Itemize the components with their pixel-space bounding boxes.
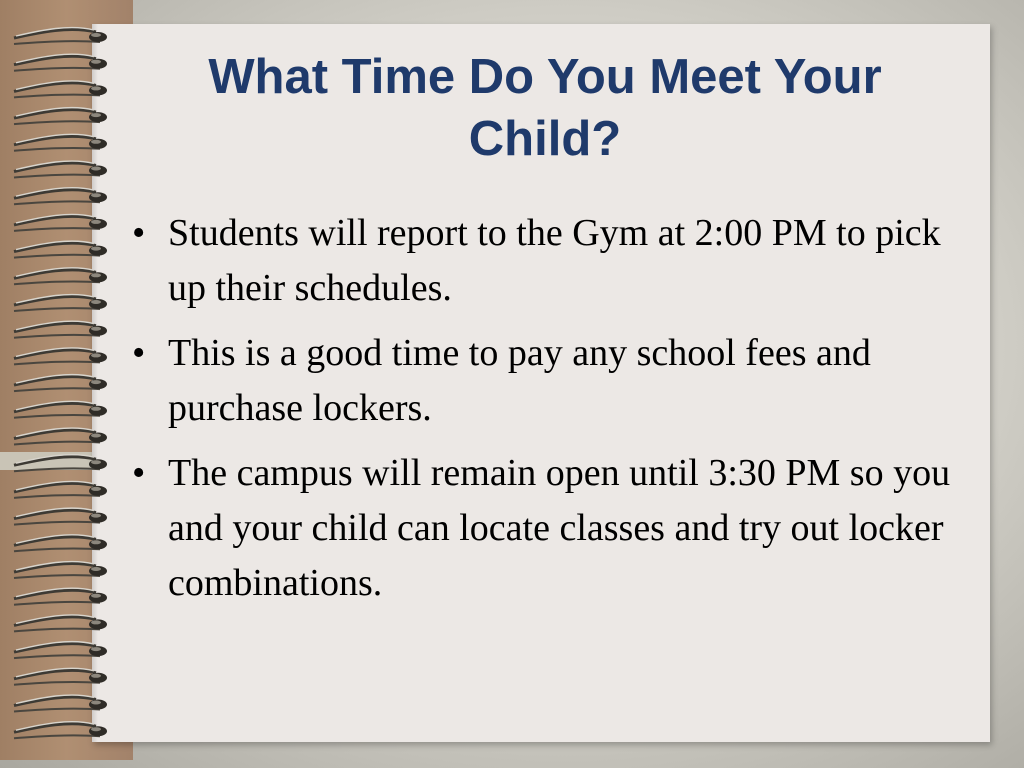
spiral-ring	[14, 134, 107, 150]
spiral-ring	[14, 188, 107, 204]
spiral-ring	[14, 668, 107, 684]
spiral-ring	[14, 295, 107, 311]
spiral-ring	[14, 81, 107, 97]
bullet-marker: •	[132, 452, 146, 494]
spiral-ring	[14, 508, 107, 524]
bullet-text: The campus will remain open until 3:30 PM so you and your child can locate classes and try out locker combinations.	[168, 452, 951, 604]
spiral-ring	[14, 348, 107, 364]
bullet-item	[128, 446, 978, 611]
spiral-ring	[14, 562, 107, 578]
bullet-text: This is a good time to pay any school fees and purchase lockers.	[168, 332, 871, 429]
spiral-ring	[14, 28, 107, 44]
slide-title: What Time Do You Meet Your Child?	[208, 50, 882, 166]
spiral-ring	[14, 241, 107, 257]
spiral-ring	[14, 268, 107, 284]
spiral-ring	[14, 401, 107, 417]
spiral-ring	[14, 481, 107, 497]
bullet-marker: •	[132, 212, 146, 254]
spiral-binding-icon	[0, 20, 120, 750]
spiral-ring	[14, 428, 107, 444]
bullet-text: Students will report to the Gym at 2:00 PM to pick up their schedules.	[168, 212, 941, 309]
bullet-marker: •	[132, 332, 146, 374]
spiral-ring	[14, 321, 107, 337]
spiral-ring	[14, 695, 107, 711]
spiral-ring	[14, 455, 107, 471]
spiral-ring	[14, 375, 107, 391]
bullet-list	[128, 206, 978, 621]
spiral-ring	[14, 642, 107, 658]
spiral-ring	[14, 615, 107, 631]
bullet-item	[128, 326, 978, 436]
spiral-ring	[14, 54, 107, 70]
spiral-ring	[14, 722, 107, 738]
spiral-ring	[14, 108, 107, 124]
spiral-ring	[14, 588, 107, 604]
spiral-ring	[14, 161, 107, 177]
spiral-ring	[14, 535, 107, 551]
bullet-item	[128, 206, 978, 316]
spiral-ring	[14, 214, 107, 230]
